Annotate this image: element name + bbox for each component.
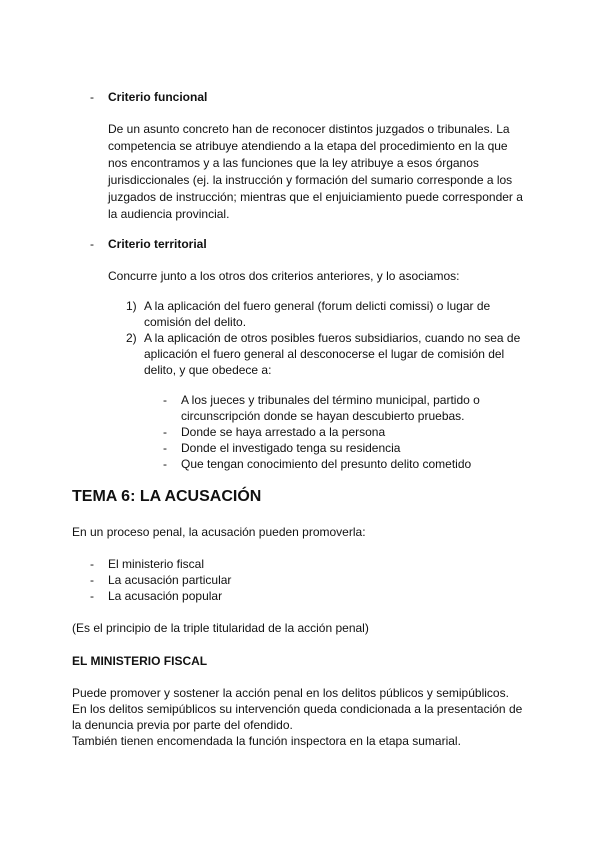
paragraph-line: De un asunto concreto han de reconocer distintos juzgados o tribunales. La (108, 122, 510, 136)
criterio-funcional-heading: Criterio funcional (108, 90, 208, 104)
criterio-territorial-heading: Criterio territorial (108, 237, 207, 251)
bullet-dash: - (90, 557, 94, 571)
tema6-title: TEMA 6: LA ACUSACIÓN (72, 488, 262, 505)
list-item-line: aplicación el fuero general al desconocerse el lugar de comisión del (144, 347, 505, 361)
list-item-line: comisión del delito. (144, 315, 247, 329)
paragraph-line: nos encontramos y a las funciones que la ley atribuye a esos órganos (108, 156, 479, 170)
list-number: 1) (126, 299, 137, 313)
sub-list-item-line: Que tengan conocimiento del presunto delito cometido (181, 457, 472, 471)
sub-list-item-line: Donde el investigado tenga su residencia (181, 441, 401, 455)
tema6-note: (Es el principio de la triple titularidad de la acción penal) (72, 621, 369, 635)
list-item-line: delito, y que obedece a: (144, 363, 272, 377)
list-item: La acusación particular (108, 573, 232, 587)
list-item-line: A la aplicación de otros posibles fueros subsidiarios, cuando no sea de (144, 331, 521, 345)
paragraph-line: Puede promover y sostener la acción penal en los delitos públicos y semipúblicos. (72, 686, 509, 700)
tema6-intro: En un proceso penal, la acusación pueden promoverla: (72, 525, 366, 539)
sub-list-item-line: A los jueces y tribunales del término municipal, partido o (181, 393, 480, 407)
bullet-dash: - (90, 90, 94, 104)
list-item: El ministerio fiscal (108, 557, 205, 571)
bullet-dash: - (163, 393, 167, 407)
paragraph-line: la denuncia previa por parte del ofendido. (72, 718, 293, 732)
criterio-territorial-intro: Concurre junto a los otros dos criterios anteriores, y lo asociamos: (108, 269, 460, 283)
paragraph-line: competencia se atribuye atendiendo a la etapa del procedimiento en la que (108, 139, 508, 153)
paragraph-line: También tienen encomendada la función inspectora en la etapa sumarial. (72, 734, 461, 748)
bullet-dash: - (163, 425, 167, 439)
list-number: 2) (126, 331, 137, 345)
paragraph-line: En los delitos semipúblicos su intervención queda condicionada a la presentación de (72, 702, 523, 716)
sub-list-item-line: Donde se haya arrestado a la persona (181, 425, 386, 439)
paragraph-line: la audiencia provincial. (108, 207, 230, 221)
ministerio-fiscal-heading: EL MINISTERIO FISCAL (72, 654, 208, 668)
sub-list-item-line: circunscripción donde se hayan descubierto pruebas. (181, 409, 465, 423)
bullet-dash: - (163, 441, 167, 455)
paragraph-line: juzgados de instrucción; mientras que el enjuiciamiento puede corresponder a (108, 190, 523, 204)
bullet-dash: - (163, 457, 167, 471)
bullet-dash: - (90, 573, 94, 587)
paragraph-line: jurisdiccionales (ej. la instrucción y formación del sumario corresponde a los (108, 173, 513, 187)
bullet-dash: - (90, 589, 94, 603)
list-item: La acusación popular (108, 589, 223, 603)
list-item-line: A la aplicación del fuero general (forum delicti comissi) o lugar de (144, 299, 491, 313)
bullet-dash: - (90, 237, 94, 251)
